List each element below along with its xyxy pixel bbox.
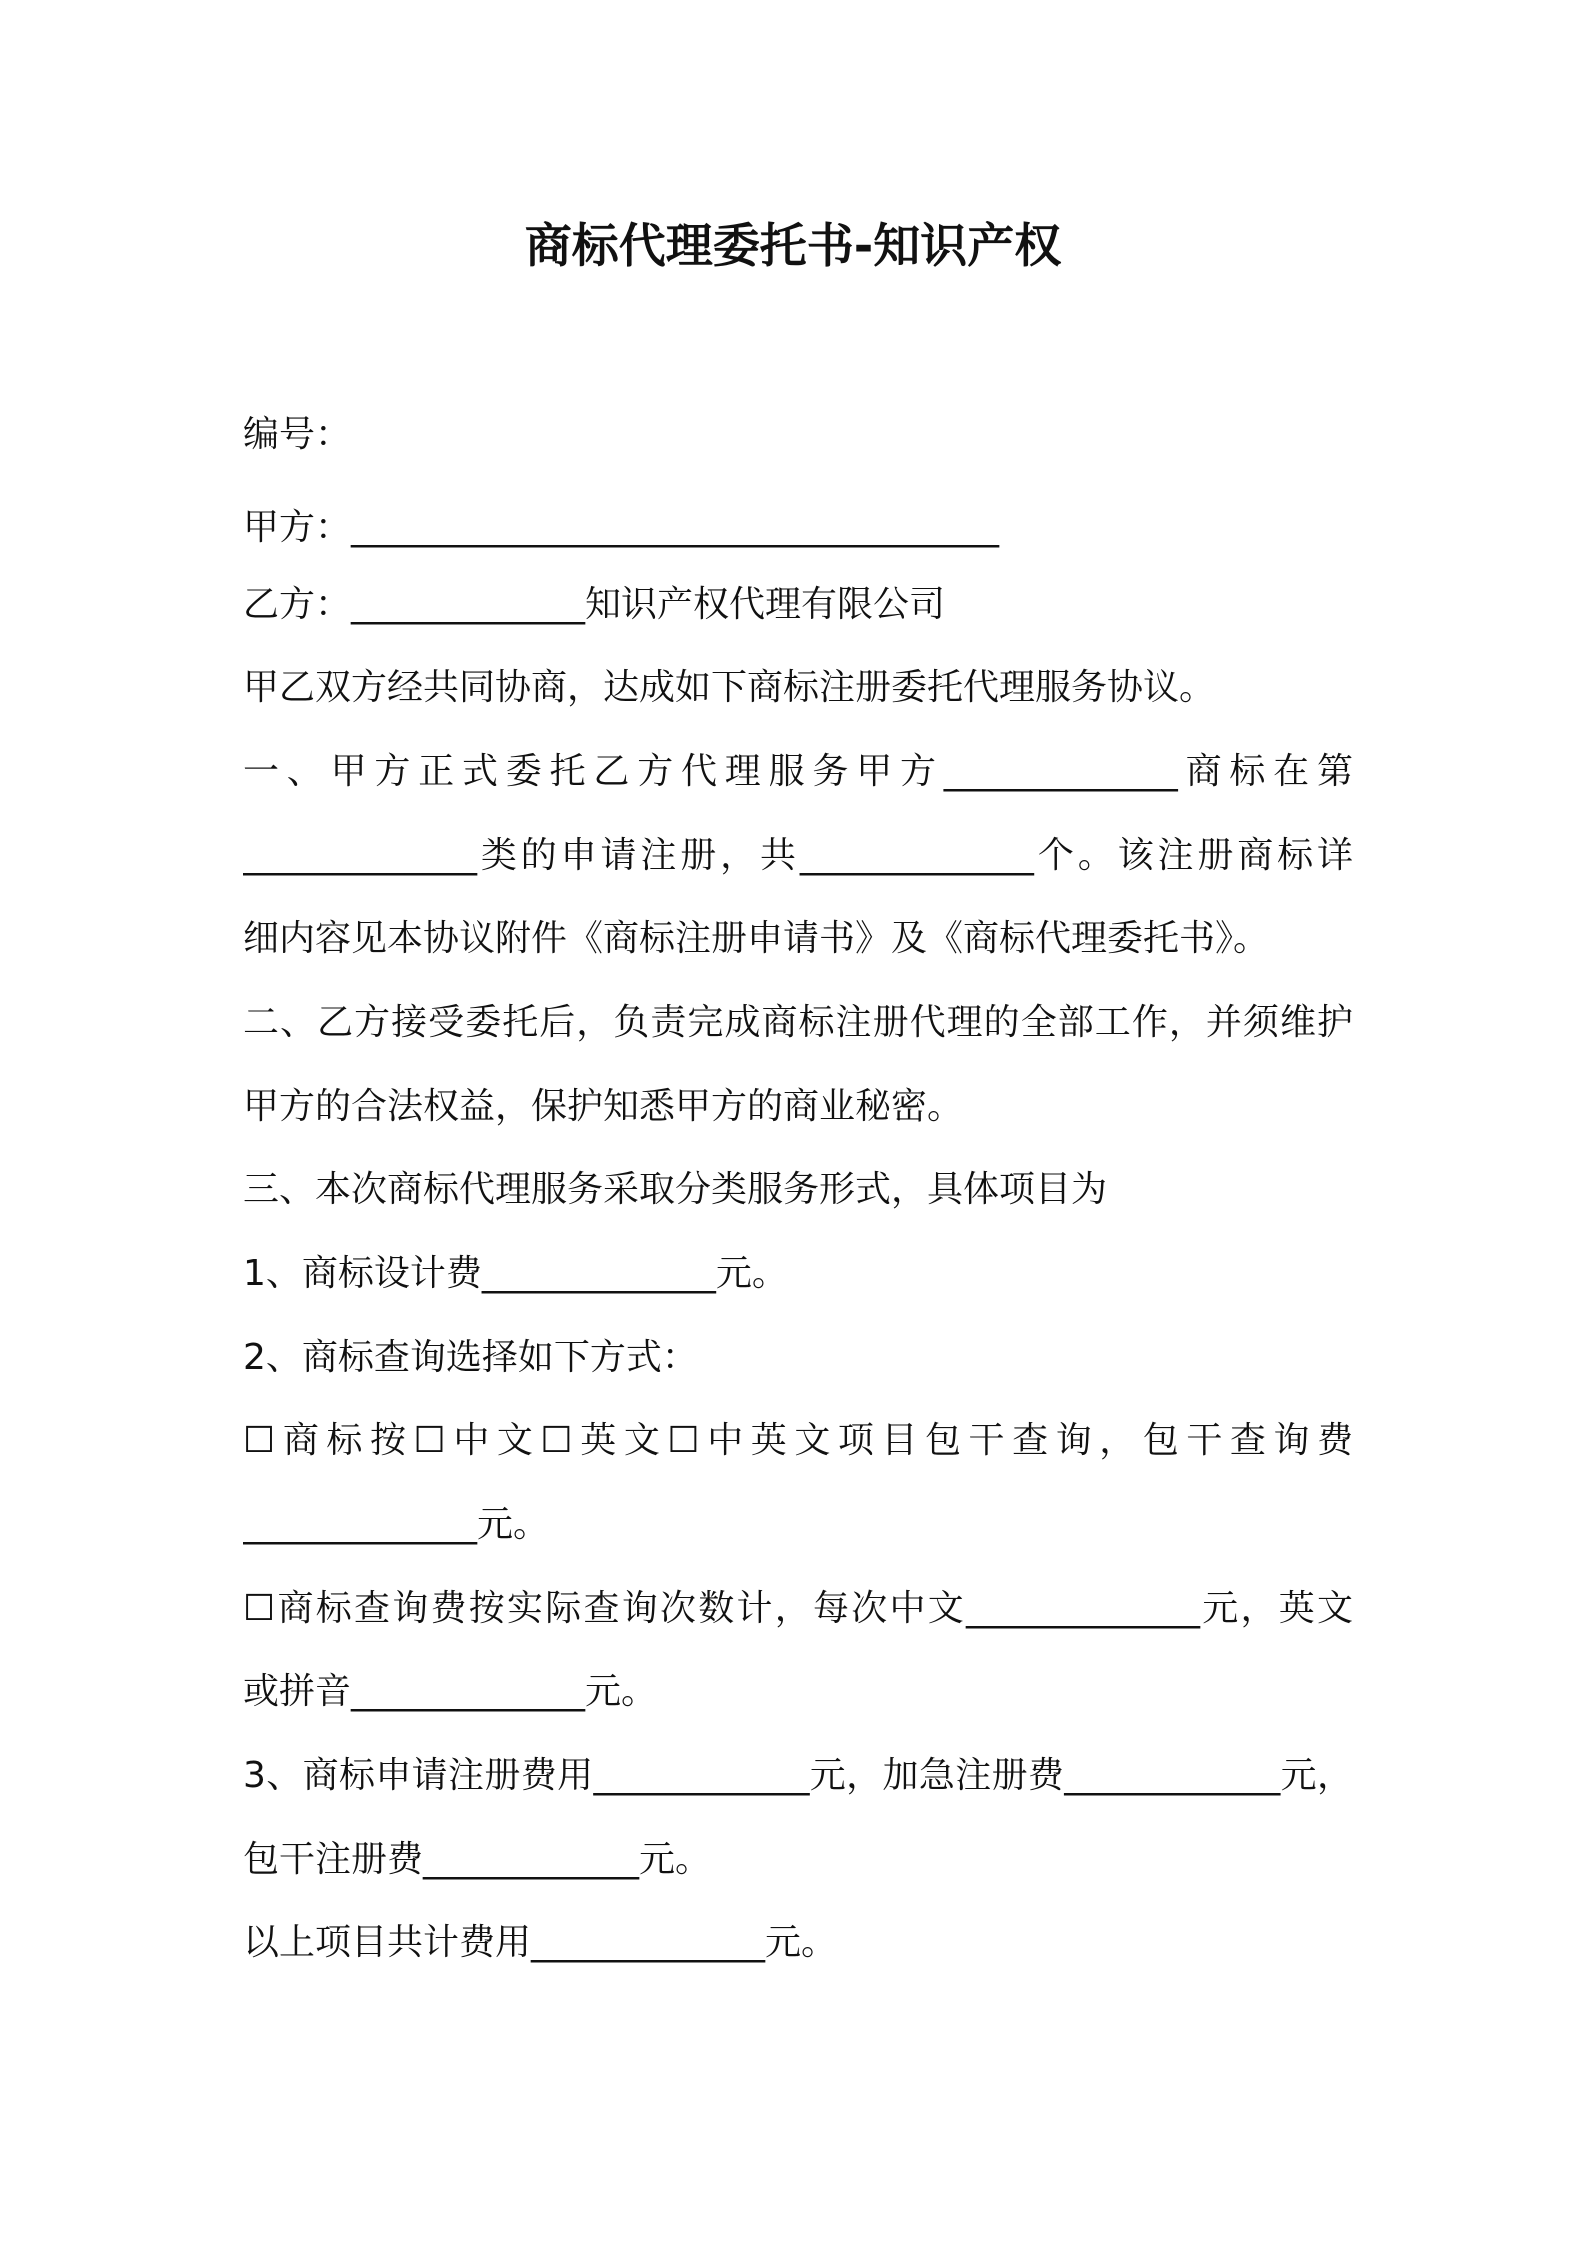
agreement-intro: 甲乙双方经共同协商，达成如下商标注册委托代理服务协议。 [243, 667, 1216, 708]
clause-1-line-2: _____________类的申请注册，共_____________个。该注册商标详 [243, 835, 1353, 876]
query-option-per-count-line-2: 或拼音_____________元。 [243, 1671, 658, 1712]
clause-2-line-1: 二、乙方接受委托后，负责完成商标注册代理的全部工作，并须维护 [243, 1002, 1353, 1043]
clause-3-heading: 三、本次商标代理服务采取分类服务形式，具体项目为 [243, 1169, 1108, 1210]
query-option-per-count-line-1: ☐商标查询费按实际查询次数计，每次中文_____________元，英文 [243, 1588, 1353, 1629]
query-option-package-line-1: ☐商标按☐中文☐英文☐中英文项目包干查询，包干查询费 [243, 1420, 1353, 1461]
document-title: 商标代理委托书-知识产权 [524, 219, 1062, 274]
item-3-registration-fee-line-1: 3、商标申请注册费用____________元，加急注册费____________元， [243, 1755, 1353, 1796]
clause-1-line-3: 细内容见本协议附件《商标注册申请书》及《商标代理委托书》。 [243, 918, 1270, 959]
query-option-package-line-2: _____________元。 [243, 1504, 550, 1545]
clause-2-line-2: 甲方的合法权益，保护知悉甲方的商业秘密。 [243, 1086, 964, 1127]
party-a-line: 甲方：____________________________________ [243, 507, 1000, 548]
item-2-query-heading: 2、商标查询选择如下方式： [243, 1337, 698, 1378]
clause-1-line-1: 一、甲方正式委托乙方代理服务甲方_____________商标在第 [243, 751, 1353, 792]
document-number-line: 编号： [243, 414, 352, 455]
item-1-design-fee: 1、商标设计费_____________元。 [243, 1253, 788, 1294]
party-b-line: 乙方：_____________知识产权代理有限公司 [243, 584, 946, 625]
item-3-registration-fee-line-2: 包干注册费____________元。 [243, 1839, 712, 1880]
total-fee-line: 以上项目共计费用_____________元。 [243, 1922, 838, 1963]
